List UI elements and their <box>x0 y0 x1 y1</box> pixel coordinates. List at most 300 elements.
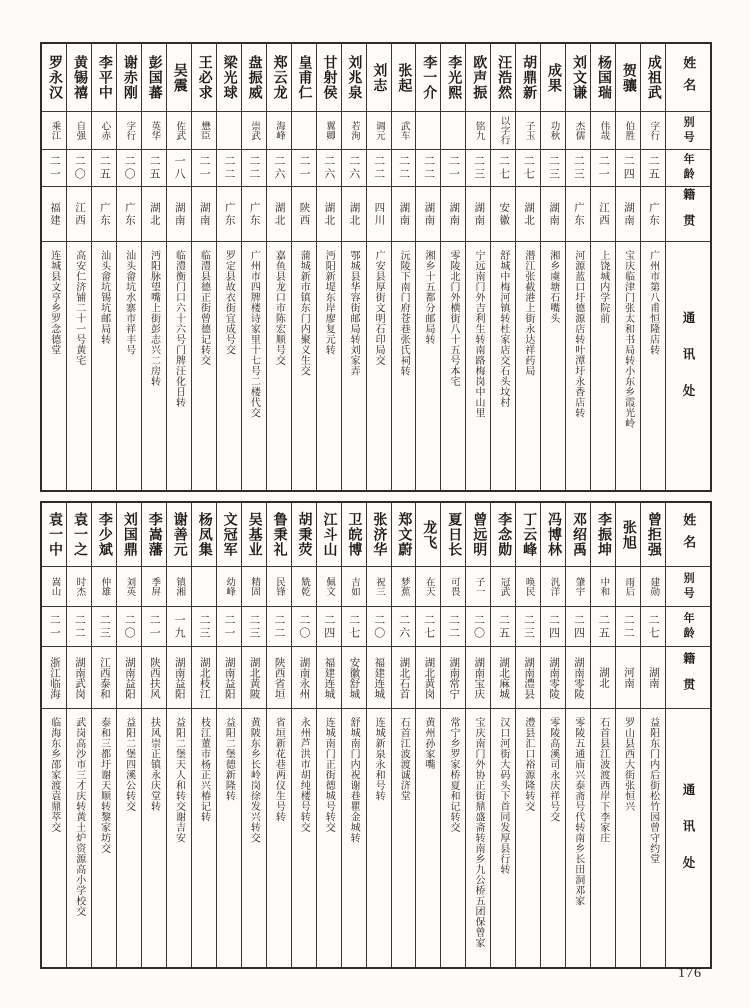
address-text: 汕头畲坑锡坑邮局转 <box>98 250 110 345</box>
native-text: 广东 <box>573 201 585 227</box>
alias-text: 字行 <box>124 121 135 140</box>
native-text: 湖北 <box>348 201 360 227</box>
entry-name-cell <box>641 44 665 112</box>
native-text: 湖北 <box>273 201 285 227</box>
native-text: 福建 <box>49 201 61 227</box>
entry-name-cell <box>491 44 515 112</box>
age-text: 二一 <box>198 155 211 181</box>
address-text: 宝庆临津门张太和书局转小东乡霞光岭 <box>622 250 634 429</box>
name-text: 成果 <box>546 62 562 93</box>
alias-text: 季屏 <box>149 577 160 596</box>
age-text: 二一 <box>48 155 61 181</box>
age-text: 二四 <box>572 613 585 640</box>
header-native-cell <box>666 647 710 709</box>
age-text: 二五 <box>148 155 161 181</box>
alias-text: 精固 <box>249 577 260 596</box>
address-text: 上饶城内学院前 <box>597 250 609 324</box>
entry-age-cell <box>142 607 166 647</box>
entry-address-cell <box>342 709 366 967</box>
entry-native-cell <box>142 647 166 709</box>
name-text: 谢善元 <box>171 512 187 557</box>
age-text: 二七 <box>347 613 360 640</box>
name-text: 李平中 <box>96 55 112 100</box>
entry-column <box>91 44 116 490</box>
name-text: 袁一中 <box>46 512 62 557</box>
entry-column <box>66 44 91 490</box>
name-text: 胡鼎新 <box>521 55 537 100</box>
entry-age-cell <box>67 150 91 187</box>
entry-alias-cell <box>392 112 416 150</box>
age-text: 二三 <box>98 613 111 640</box>
address-text: 常宁乡罗家桥夏和记转交 <box>447 717 459 833</box>
entry-alias-cell <box>267 567 291 607</box>
age-text: 二四 <box>547 613 560 640</box>
entry-native-cell <box>466 187 490 242</box>
entry-address-cell <box>392 709 416 967</box>
entry-age-cell <box>441 607 465 647</box>
entry-address-cell <box>317 242 341 490</box>
entry-column <box>42 44 66 490</box>
age-text: 二一 <box>297 155 310 181</box>
entry-native-cell <box>92 187 116 242</box>
age-text: 二三 <box>472 155 485 181</box>
entry-address-cell <box>167 709 191 967</box>
entry-name-cell <box>192 44 216 112</box>
alias-text: 镇湘 <box>174 577 185 596</box>
entry-alias-cell <box>466 112 490 150</box>
native-text: 湖南 <box>423 201 435 227</box>
entry-column <box>91 503 116 967</box>
entry-alias-cell <box>541 567 565 607</box>
entry-alias-cell <box>541 112 565 150</box>
alias-text: 仲雄 <box>99 577 110 596</box>
alias-text: 杰儒 <box>573 121 584 140</box>
entry-native-cell <box>267 187 291 242</box>
entry-name-cell <box>591 44 615 112</box>
address-text: 舒城中梅河镇转杜家店交石头坟村 <box>497 250 509 408</box>
entry-alias-cell <box>616 112 640 150</box>
entry-age-cell <box>516 150 540 187</box>
age-text: 二三 <box>572 155 585 181</box>
entry-address-cell <box>117 709 141 967</box>
entry-age-cell <box>616 150 640 187</box>
entry-name-cell <box>541 44 565 112</box>
entry-address-cell <box>616 242 640 490</box>
name-text: 曾拒强 <box>645 512 661 557</box>
name-text: 卫皖博 <box>346 512 362 557</box>
entry-column <box>266 503 291 967</box>
entry-name-cell <box>67 503 91 567</box>
native-text: 陕西 <box>298 201 310 227</box>
address-text: 河源蓝口圩德源店转叶潭圩永香店转 <box>572 250 584 418</box>
address-text: 湘乡十五都分邮局转 <box>423 250 435 345</box>
entry-name-cell <box>342 44 366 112</box>
entry-native-cell <box>117 647 141 709</box>
entry-name-cell <box>516 503 540 567</box>
entry-address-cell <box>541 242 565 490</box>
entry-alias-cell <box>416 567 440 607</box>
native-text: 湖北石首 <box>398 656 410 699</box>
entry-alias-cell <box>342 567 366 607</box>
name-text: 吴震 <box>171 62 187 93</box>
entry-age-cell <box>292 607 316 647</box>
entry-alias-cell <box>591 567 615 607</box>
address-text: 临澧衡门口六十六号门牌汪化日转 <box>173 250 185 408</box>
entry-native-cell <box>566 647 590 709</box>
entry-native-cell <box>441 647 465 709</box>
entry-native-cell <box>42 187 66 242</box>
entry-name-cell <box>516 44 540 112</box>
alias-text: 海峰 <box>274 121 285 140</box>
native-text: 湖南 <box>647 667 659 688</box>
entry-name-cell <box>566 44 590 112</box>
entry-native-cell <box>591 187 615 242</box>
name-text: 龙飞 <box>421 519 437 550</box>
alias-text: 若洵 <box>348 121 359 140</box>
entry-native-cell <box>292 647 316 709</box>
age-text: 二六 <box>322 155 335 181</box>
entry-alias-cell <box>641 112 665 150</box>
entry-name-cell <box>292 44 316 112</box>
entry-address-cell <box>516 709 540 967</box>
entry-name-cell <box>117 44 141 112</box>
entry-address-cell <box>142 242 166 490</box>
entry-native-cell <box>516 647 540 709</box>
entry-age-cell <box>541 150 565 187</box>
address-text: 高安仁济铺二十一号黄宅 <box>73 250 85 366</box>
age-text: 二〇 <box>123 155 136 181</box>
name-text: 刘国鼎 <box>121 512 137 557</box>
address-text: 宁远南门外吉利生转南路梅岗中山里 <box>472 250 484 418</box>
address-text: 沅陵下南门府苍巷张氏祠转 <box>398 250 410 376</box>
entry-alias-cell <box>267 112 291 150</box>
entry-name-cell <box>117 503 141 567</box>
age-text: 二〇 <box>73 155 86 181</box>
address-text: 泰和三都圩谢天顺转黎家坊交 <box>98 717 110 854</box>
entry-column <box>415 503 440 967</box>
address-text: 罗山县西大街张恒兴 <box>622 717 634 812</box>
address-text: 连城南门正街德城号转交 <box>323 717 335 833</box>
name-text: 曾远明 <box>471 512 487 557</box>
native-text: 湖南宝庆 <box>473 656 485 699</box>
age-text: 二一 <box>148 613 161 640</box>
name-text: 盘振威 <box>246 55 262 100</box>
native-text: 湖南永州 <box>298 656 310 699</box>
age-text: 二二 <box>372 155 385 181</box>
entry-alias-cell <box>416 112 440 150</box>
registry-table-top <box>40 42 712 492</box>
entry-native-cell <box>641 647 665 709</box>
entry-address-cell <box>566 709 590 967</box>
header-name-cell <box>666 503 710 567</box>
entry-native-cell <box>491 187 515 242</box>
name-text: 刘志 <box>371 62 387 93</box>
age-text: 二二 <box>73 613 86 640</box>
entry-age-cell <box>641 150 665 187</box>
entry-name-cell <box>342 503 366 567</box>
age-text: 二一 <box>597 155 610 181</box>
entry-name-cell <box>566 503 590 567</box>
entry-address-cell <box>466 709 490 967</box>
native-text: 广东 <box>647 201 659 227</box>
name-text: 欧声振 <box>471 55 487 100</box>
age-text: 二七 <box>422 613 435 640</box>
age-text: 二二 <box>397 155 410 181</box>
entry-address-cell <box>416 709 440 967</box>
entry-native-cell <box>392 647 416 709</box>
entry-address-cell <box>67 242 91 490</box>
age-text: 二二 <box>447 613 460 640</box>
entry-address-cell <box>42 709 66 967</box>
header-name-text: 姓名 <box>681 512 697 557</box>
header-name-cell <box>666 44 710 112</box>
name-text: 冯博林 <box>546 512 562 557</box>
entry-column <box>391 44 416 490</box>
entry-name-cell <box>42 44 66 112</box>
entry-age-cell <box>591 150 615 187</box>
entry-name-cell <box>616 503 640 567</box>
header-alias-text: 别号 <box>682 571 695 602</box>
entry-address-cell <box>516 242 540 490</box>
address-text: 永州芦洪市胡纯楼号转交 <box>298 717 310 833</box>
entry-age-cell <box>142 150 166 187</box>
entry-address-cell <box>541 709 565 967</box>
age-text: 二〇 <box>123 613 136 640</box>
header-native-text: 籍贯 <box>681 188 696 240</box>
age-text: 二六 <box>272 155 285 181</box>
alias-text: 铭九 <box>473 121 484 140</box>
native-text: 湖南 <box>548 201 560 227</box>
native-text: 河南 <box>622 667 634 688</box>
address-text: 汕头畲坑水寨市祥丰号 <box>123 250 135 355</box>
entry-column <box>241 44 266 490</box>
age-text: 二五 <box>497 613 510 640</box>
address-text: 鄂城县华容街邮局转刘家弄 <box>348 250 360 376</box>
native-text: 湖南 <box>173 201 185 227</box>
header-column <box>665 44 710 490</box>
entry-native-cell <box>242 187 266 242</box>
header-age-text: 年龄 <box>682 611 695 642</box>
alias-text: 佐武 <box>174 121 185 140</box>
entry-alias-cell <box>142 567 166 607</box>
header-address-cell <box>666 709 710 967</box>
entry-address-cell <box>566 242 590 490</box>
entry-native-cell <box>541 647 565 709</box>
name-text: 张旭 <box>620 519 636 550</box>
age-text: 一八 <box>173 155 186 181</box>
entry-address-cell <box>641 242 665 490</box>
entry-alias-cell <box>466 567 490 607</box>
name-text: 胡秉荧 <box>296 512 312 557</box>
entry-native-cell <box>416 187 440 242</box>
entry-address-cell <box>342 242 366 490</box>
entry-alias-cell <box>392 567 416 607</box>
native-text: 湖北黄陂 <box>248 656 260 699</box>
entry-column <box>615 503 640 967</box>
name-text: 甘射侯 <box>321 55 337 100</box>
header-native-cell <box>666 187 710 242</box>
entry-alias-cell <box>117 567 141 607</box>
alias-text: 雨后 <box>623 577 634 596</box>
entry-age-cell <box>317 607 341 647</box>
address-text: 嘉鱼县龙口市陈宏顺号交 <box>273 250 285 366</box>
entry-address-cell <box>591 709 615 967</box>
entry-name-cell <box>491 503 515 567</box>
age-text: 二一 <box>447 155 460 181</box>
entry-alias-cell <box>67 112 91 150</box>
entry-name-cell <box>217 44 241 112</box>
header-column <box>665 503 710 967</box>
name-text: 杨国瑞 <box>595 55 611 100</box>
entry-alias-cell <box>117 112 141 150</box>
entry-column <box>366 44 391 490</box>
entry-address-cell <box>267 242 291 490</box>
entry-column <box>615 44 640 490</box>
alias-text: 梦蕉 <box>398 577 409 596</box>
entry-address-cell <box>242 242 266 490</box>
age-text: 二一 <box>48 613 61 640</box>
entry-column <box>440 503 465 967</box>
age-text: 二三 <box>247 613 260 640</box>
entry-alias-cell <box>167 567 191 607</box>
address-text: 枝江董市杨正兴椿记转 <box>198 717 210 822</box>
alias-text: 民锋 <box>274 577 285 596</box>
alias-text: 吉如 <box>348 577 359 596</box>
age-text: 一九 <box>173 613 186 640</box>
alias-text: 可畏 <box>448 577 459 596</box>
entry-native-cell <box>616 187 640 242</box>
entry-age-cell <box>466 150 490 187</box>
header-age-cell <box>666 150 710 187</box>
name-text: 罗永汉 <box>46 55 62 100</box>
entry-name-cell <box>466 503 490 567</box>
age-text: 二四 <box>322 613 335 640</box>
native-text: 湖北 <box>323 201 335 227</box>
address-text: 临澧县德正街曾德记转交 <box>198 250 210 366</box>
entry-age-cell <box>491 150 515 187</box>
address-text: 广州市第八甫恒隆店转 <box>647 250 659 355</box>
entry-alias-cell <box>491 567 515 607</box>
entry-address-cell <box>441 242 465 490</box>
entry-native-cell <box>117 187 141 242</box>
entry-age-cell <box>242 150 266 187</box>
entry-address-cell <box>167 242 191 490</box>
entry-age-cell <box>267 607 291 647</box>
entry-address-cell <box>466 242 490 490</box>
header-address-cell <box>666 242 710 490</box>
entry-age-cell <box>566 150 590 187</box>
name-text: 张起 <box>396 62 412 93</box>
entry-alias-cell <box>92 567 116 607</box>
entry-alias-cell <box>192 112 216 150</box>
name-text: 丁云峰 <box>521 512 537 557</box>
native-text: 浙江临海 <box>49 656 61 699</box>
entry-native-cell <box>566 187 590 242</box>
entry-address-cell <box>267 709 291 967</box>
native-text: 湖南 <box>198 201 210 227</box>
entry-native-cell <box>242 647 266 709</box>
address-text: 罗定县故衣街宜成号交 <box>223 250 235 355</box>
address-text: 益阳二堡天人和转交谢吉安 <box>173 717 185 843</box>
native-text: 广东 <box>223 201 235 227</box>
entry-column <box>191 44 216 490</box>
name-text: 黄锡禧 <box>71 55 87 100</box>
age-text: 二〇 <box>372 613 385 640</box>
native-text: 湖南 <box>473 201 485 227</box>
entry-column <box>465 503 490 967</box>
entry-column <box>391 503 416 967</box>
entry-name-cell <box>242 503 266 567</box>
entry-native-cell <box>167 647 191 709</box>
native-text: 广东 <box>248 201 260 227</box>
entry-address-cell <box>292 242 316 490</box>
header-age-cell <box>666 607 710 647</box>
entry-alias-cell <box>167 112 191 150</box>
native-text: 湖南益阳 <box>223 656 235 699</box>
entry-native-cell <box>67 187 91 242</box>
name-text: 李一介 <box>421 55 437 100</box>
entry-column <box>291 503 316 967</box>
age-text: 二五 <box>597 613 610 640</box>
entry-column <box>141 44 166 490</box>
entry-alias-cell <box>242 567 266 607</box>
entry-name-cell <box>392 44 416 112</box>
entry-alias-cell <box>242 112 266 150</box>
age-text: 二四 <box>622 155 635 181</box>
age-text: 二六 <box>347 155 360 181</box>
entry-age-cell <box>242 607 266 647</box>
address-text: 广安县厚街文明石印局交 <box>373 250 385 366</box>
native-text: 湖南零陵 <box>548 656 560 699</box>
entry-age-cell <box>67 607 91 647</box>
entry-alias-cell <box>367 567 391 607</box>
entry-age-cell <box>92 607 116 647</box>
name-text: 郑文蔚 <box>396 512 412 557</box>
entry-column <box>266 44 291 490</box>
native-text: 江西 <box>597 201 609 227</box>
age-text: 二七 <box>647 613 660 640</box>
address-text: 潜江张截港上街永达祥药局 <box>522 250 534 376</box>
address-text: 沔阳脉望嘴上街彭志兴二房转 <box>148 250 160 387</box>
entry-age-cell <box>392 607 416 647</box>
entry-age-cell <box>441 150 465 187</box>
age-text: 二二 <box>247 155 260 181</box>
entry-age-cell <box>217 607 241 647</box>
entry-column <box>415 44 440 490</box>
entry-name-cell <box>616 44 640 112</box>
age-text: 二五 <box>98 155 111 181</box>
alias-text: 子一 <box>473 577 484 596</box>
name-text: 皇甫仁 <box>296 55 312 100</box>
entry-alias-cell <box>566 112 590 150</box>
page-number: 176 <box>678 966 702 981</box>
alias-text: 心赤 <box>99 121 110 140</box>
address-text: 连城县文亨乡罗念德堂 <box>48 250 60 355</box>
entry-age-cell <box>192 150 216 187</box>
native-text: 湖北枝江 <box>198 656 210 699</box>
entry-age-cell <box>466 607 490 647</box>
entry-age-cell <box>167 607 191 647</box>
address-text: 石首江波渡诚济堂 <box>398 717 410 801</box>
native-text: 广东 <box>98 201 110 227</box>
entry-alias-cell <box>441 112 465 150</box>
alias-text: 刘英 <box>124 577 135 596</box>
name-text: 夏日长 <box>446 512 462 557</box>
entry-native-cell <box>317 187 341 242</box>
entry-native-cell <box>192 187 216 242</box>
entry-column <box>490 44 515 490</box>
entry-alias-cell <box>92 112 116 150</box>
